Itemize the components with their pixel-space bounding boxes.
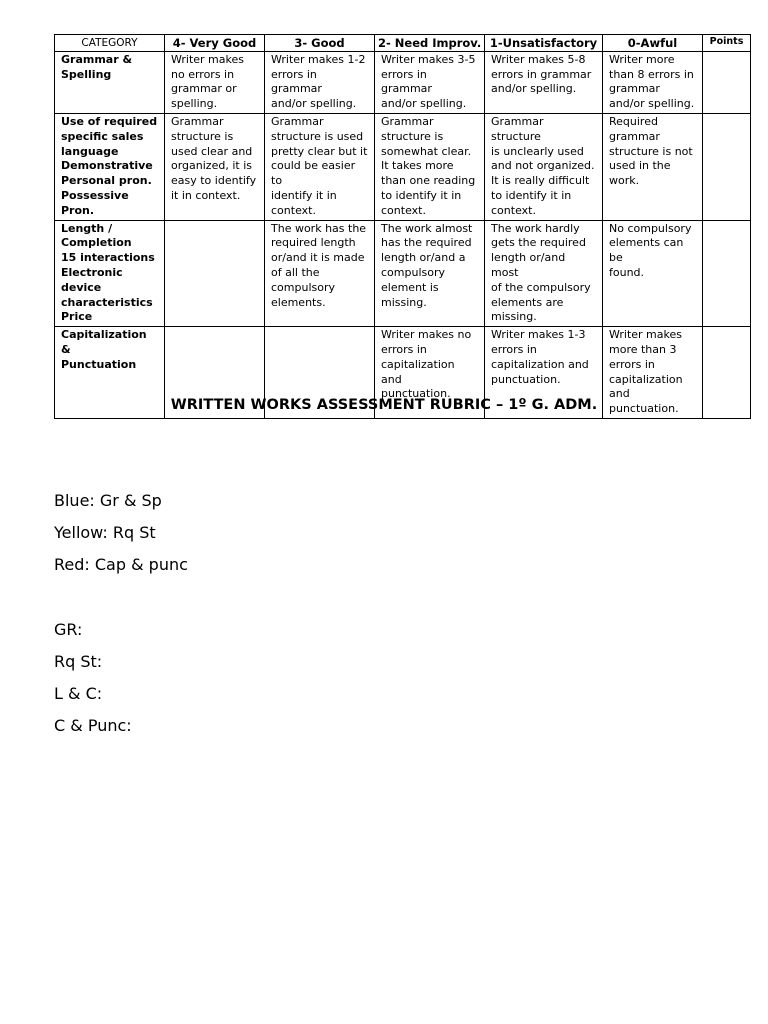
cell-line: missing. [491, 310, 537, 324]
cell-line: grammar [609, 82, 660, 96]
header-very-good: 4- Very Good [165, 35, 265, 52]
score-required-structure: Rq St: [54, 652, 103, 671]
cell-line: identify it in [271, 188, 337, 202]
points-cell [703, 113, 751, 220]
cell-line: Writer makes [171, 52, 244, 66]
rubric-row [55, 51, 751, 113]
cell-line: structure is [171, 129, 234, 143]
cell-line: and [609, 387, 630, 401]
cell-line: gets the required [491, 236, 586, 250]
cell-line: and/or spelling. [491, 82, 577, 96]
category-line: Personal pron. [61, 174, 152, 188]
category-line: Electronic device [61, 265, 123, 294]
cell-line: and/or spelling. [271, 97, 357, 111]
category-line: Use of required [61, 114, 158, 128]
cell-line: and/or spelling. [381, 97, 467, 111]
cell-line: used clear and [171, 144, 253, 158]
cell-line: It takes more [381, 159, 454, 173]
cell-line: found. [609, 265, 645, 279]
cell-line: of the compulsory [491, 280, 591, 294]
cell-line: Writer more [609, 52, 675, 66]
cell-line: and not organized. [491, 159, 595, 173]
need-improvement-cell [375, 113, 485, 220]
cell-line: elements are [491, 295, 564, 309]
legend-red: Red: Cap & punc [54, 555, 188, 574]
cell-line: punctuation. [381, 387, 451, 401]
good-cell [265, 220, 375, 327]
cell-line: or/and it is made [271, 251, 365, 265]
cell-line: Writer makes [609, 328, 682, 342]
cell-line: Grammar [271, 114, 324, 128]
cell-line: work. [609, 174, 640, 188]
category-line: Grammar & [61, 52, 133, 66]
very-good-cell [165, 51, 265, 113]
awful-cell [603, 113, 703, 220]
document-title: WRITTEN WORKS ASSESSMENT RUBRIC – 1º G. ADM. [170, 397, 598, 413]
category-line: Capitalization & [61, 328, 147, 356]
cell-line: Required [609, 114, 658, 128]
category-line: specific sales [61, 129, 144, 143]
awful-cell [603, 220, 703, 327]
cell-line: and/or spelling. [609, 97, 695, 111]
cell-line: punctuation. [609, 402, 679, 416]
cell-line: errors in [609, 357, 655, 371]
cell-line: structure is [381, 129, 444, 143]
cell-line: elements. [271, 295, 326, 309]
cell-line: context. [491, 203, 536, 217]
header-awful: 0-Awful [603, 35, 703, 52]
good-cell [265, 51, 375, 113]
cell-line: required length [271, 236, 356, 250]
cell-line: errors in grammar [271, 67, 322, 96]
rubric-row [55, 220, 751, 327]
cell-line: structure is used [271, 129, 364, 143]
header-good: 3- Good [265, 35, 375, 52]
cell-line: compulsory [271, 280, 335, 294]
cell-line: grammar [609, 129, 660, 143]
category-line: Completion [61, 236, 132, 250]
points-cell [703, 51, 751, 113]
cell-line: Grammar [381, 114, 434, 128]
cell-line: context. [381, 203, 426, 217]
cell-line: elements can be [609, 236, 684, 265]
cell-line: to identify it in [381, 188, 462, 202]
cell-line: context. [271, 203, 316, 217]
unsatisfactory-cell [485, 220, 603, 327]
cell-line: errors in grammar [491, 67, 592, 81]
score-length-completion: L & C: [54, 684, 103, 703]
category-cell [55, 113, 165, 220]
category-line: Spelling [61, 67, 112, 81]
cell-line: it in context. [171, 188, 241, 202]
cell-line: missing. [381, 295, 427, 309]
cell-line: errors in [491, 342, 537, 356]
cell-line: spelling. [171, 97, 218, 111]
score-grammar: GR: [54, 620, 83, 639]
very-good-cell [165, 220, 265, 327]
cell-line: Grammar structure [491, 114, 544, 143]
cell-line: The work almost [381, 221, 473, 235]
awful-cell [603, 51, 703, 113]
cell-line: errors in [381, 342, 427, 356]
cell-line: length or/and a [381, 251, 466, 265]
legend-yellow: Yellow: Rq St [54, 523, 156, 542]
category-line: language [61, 144, 119, 158]
category-line: Price [61, 310, 93, 324]
cell-line: capitalization and [491, 357, 589, 371]
cell-line: Grammar [171, 114, 224, 128]
unsatisfactory-cell [485, 51, 603, 113]
cell-line: structure is not [609, 144, 693, 158]
cell-line: The work hardly [491, 221, 580, 235]
category-line: Demonstrative [61, 159, 153, 173]
header-points: Points [703, 35, 751, 52]
cell-line: No compulsory [609, 221, 692, 235]
very-good-cell [165, 113, 265, 220]
cell-line: could be easier to [271, 159, 356, 188]
points-cell [703, 220, 751, 327]
cell-line: The work has the [271, 221, 367, 235]
cell-line: somewhat clear. [381, 144, 472, 158]
category-line: Length / [61, 221, 113, 235]
cell-line: has the required [381, 236, 472, 250]
header-unsatisfactory: 1-Unsatisfactory [485, 35, 603, 52]
score-capitalization-punctuation: C & Punc: [54, 716, 132, 735]
category-line: Punctuation [61, 357, 137, 371]
cell-line: more than 3 [609, 342, 677, 356]
cell-line: pretty clear but it [271, 144, 368, 158]
cell-line: Writer makes 1-2 [271, 52, 366, 66]
cell-line: errors in grammar [381, 67, 432, 96]
cell-line: grammar or [171, 82, 237, 96]
unsatisfactory-cell [485, 113, 603, 220]
cell-line: compulsory [381, 265, 445, 279]
cell-line: to identify it in [491, 188, 572, 202]
category-line: 15 interactions [61, 251, 155, 265]
category-cell [55, 220, 165, 327]
cell-line: punctuation. [491, 372, 561, 386]
cell-line: Writer makes no [381, 328, 472, 342]
need-improvement-cell [375, 220, 485, 327]
header-row [55, 35, 751, 52]
rubric-row [55, 113, 751, 220]
cell-line: Writer makes 3-5 [381, 52, 476, 66]
cell-line: than 8 errors in [609, 67, 694, 81]
cell-line: easy to identify [171, 174, 257, 188]
category-cell [55, 51, 165, 113]
cell-line: than one reading [381, 174, 476, 188]
cell-line: Writer makes 1-3 [491, 328, 586, 342]
category-line: Possessive Pron. [61, 188, 129, 217]
header-need-improvement: 2- Need Improv. [375, 35, 485, 52]
cell-line: used in the [609, 159, 671, 173]
score-list [54, 620, 132, 748]
cell-line: capitalization and [381, 357, 455, 386]
cell-line: of all the [271, 265, 320, 279]
cell-line: Writer makes 5-8 [491, 52, 586, 66]
cell-line: no errors in [171, 67, 235, 81]
cell-line: element is [381, 280, 439, 294]
cell-line: is unclearly used [491, 144, 584, 158]
cell-line: It is really difficult [491, 174, 590, 188]
rubric-table [54, 34, 751, 419]
cell-line: length or/and most [491, 251, 566, 279]
category-line: characteristics [61, 295, 153, 309]
cell-line: organized, it is [171, 159, 252, 173]
good-cell [265, 113, 375, 220]
need-improvement-cell [375, 51, 485, 113]
color-legend [54, 491, 188, 587]
legend-blue: Blue: Gr & Sp [54, 491, 162, 510]
cell-line: capitalization [609, 372, 683, 386]
header-category: CATEGORY [55, 35, 165, 52]
